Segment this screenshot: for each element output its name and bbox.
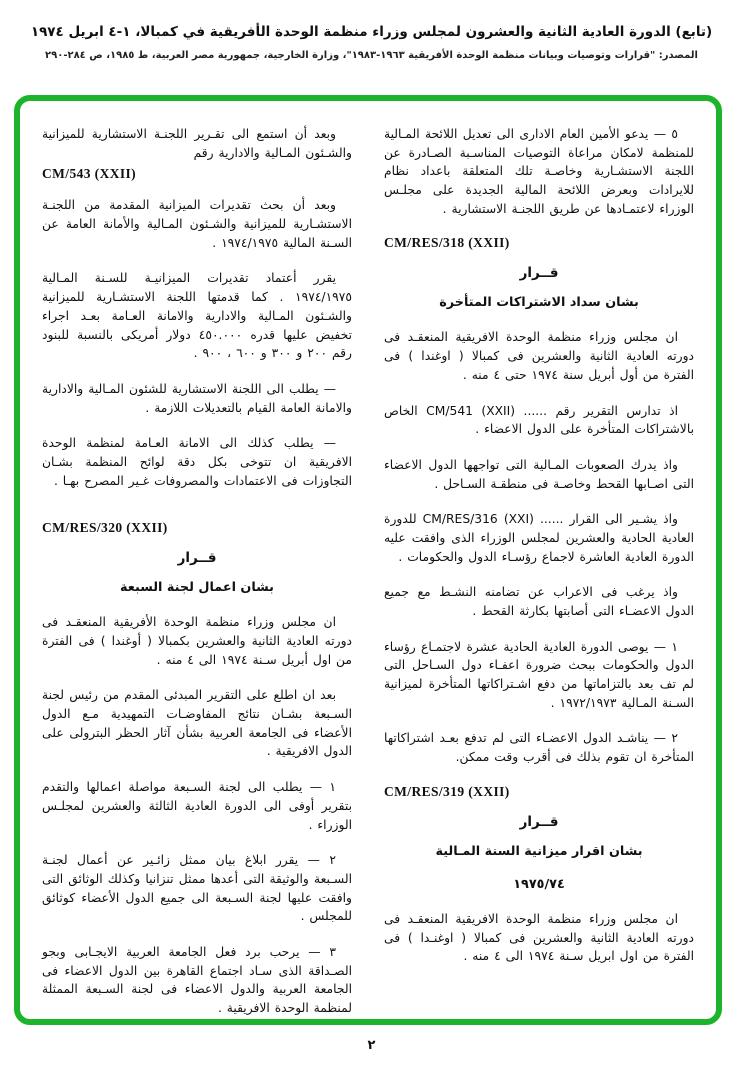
decision-subject: بشان سداد الاشتراكات المتأخرة	[439, 295, 639, 311]
paragraph: واذ يرغب فى الاعراب عن تضامنه النشـط مع جميع الدول الاعضـاء التى أصابتها بكارثة القحط .	[384, 585, 694, 618]
paragraph: وبعد أن بحث تقديرات الميزانية المقدمة من اللجنـة الاستشـارية للميزانية والشـئون المـالية والأمانة العامة عن السـنة المالية ١٩٧٤/١٩٧٥ .	[42, 198, 352, 250]
resolution-code: CM/RES/320 (XXII)	[42, 520, 168, 536]
paragraph: — يطلب الى اللجنة الاستشارية للشئون المـالية والادارية والامانة العامة القيام بالتعديلات اللازمة .	[42, 381, 352, 415]
decision-subject: بشان اعمال لجنة السبعة	[120, 580, 274, 596]
paragraph: ان مجلس وزراء منظمة الوحدة الأفريقية المنعقـد فى دورته العادية الثانية والعشرين بكمبالا ( أوغندا ) فى الفترة من اول أبريل سـنة ١٩٧٤ الى ٤ منه .	[42, 615, 352, 667]
decision-heading: قــرار	[519, 813, 559, 830]
two-column-layout	[42, 125, 694, 1019]
paragraph: ١ — يوصى الدورة العادية الحادية عشرة لاجتمـاع رؤساء الدول والحكومات ببحث ضرورة اعفـاء دول السـاحل التى لم تف بعد بالتزاماتها من دفع اشـتراكاتها المتأخرة لميزانية السـنة المـالية ١٩٧٢/١٩٧٣ .	[384, 639, 694, 710]
paragraph: ٢ — يقرر ابلاغ بيان ممثل زائـير عن أعمال لجنـة السـبعة والوثيقة التى أعدها ممثل تنزانيا وكذلك الوثائق التى وافقت عليها لجنة السـبعة الى جميع الدول الأعضاء كوثائق للمجلس .	[42, 853, 352, 924]
paragraph: ١ — يطلب الى لجنة السـبعة مواصلة اعمالها والتقدم بتقرير أوفى الى الدورة العادية الثالثة والعشرين لمجلـس الوزراء .	[42, 780, 352, 832]
column-left	[42, 125, 352, 1019]
paragraph: ٣ — يرحب برد فعل الجامعة العربية الايجـابى وبجو الصـداقة الذى سـاد اجتماع القاهرة بين الدول الاعضاء فى الجامعة العربية والدول الاعضاء فى لجنة السـبعة الممثلة لمنظمة الوحدة الافريقية .	[42, 944, 352, 1015]
decision-subject: بشان اقرار ميزانية السنة المـالية	[435, 843, 643, 859]
paragraph: ان مجلس وزراء منظمة الوحدة الافريقية المنعقـد فى دورته العادية الثانية والعشرين فى كمبالا ( اوغنـدا ) فى الفترة من اول ابريل سـنة ١٩٧٤ الى ٤ منه .	[384, 911, 694, 964]
paragraph: — يطلب كذلك الى الامانة العـامة لمنظمة الوحدة الافريقية ان تتوخى بكل دقة لوائح المنظمة بشـان التجاوزات فى الاعتمادات والمصروفات غـير المصرح بهـا .	[42, 436, 352, 488]
paragraph: بعد ان اطلع على التقرير المبدئى المقدم من رئيس لجنة السـبعة بشـان نتائج المفاوضـات التمهيدية مـع الدول الأعضاء فى الجامعة العربية بشأن آثار الحظر البترولى على الدول الافريقية .	[42, 688, 352, 759]
document-frame	[14, 95, 722, 1025]
paragraph: واذ يشـير الى القرار ...... ‎CM/RES/316 (XXI)‎ للدورة العادية الحادية والعشرين لمجلس الوزراء الذى وافقت عليه الدورة العادية العاشرة لاجماع رؤسـاء الدول والحكومات .	[384, 512, 694, 564]
resolution-code: CM/RES/318 (XXII)	[384, 235, 510, 251]
paragraph: ٢ — يناشـد الدول الاعضـاء التى لم تدفع بعـد اشتراكاتها المتأخرة ان تقوم بذلك فى أقرب وقت ممكن.	[384, 731, 694, 765]
page-header	[0, 24, 743, 61]
paragraph: يقرر أعتماد تقديرات الميزانيـة للسـنة المـالية ١٩٧٤/١٩٧٥ . كما قدمتها اللجنة الاستشـارية للميزانية والشـئون المـالية والادارية والامانة العـامة بعـد اجراء تخفيض عليها قدره ٤٥٠.٠٠٠ دولار أمريكى بالنسبة للبنود رقم ٢٠٠ و ٣٠٠ و ٦٠٠ ، ٩٠٠ .	[42, 271, 352, 361]
fiscal-year-label: ١٩٧٥/٧٤	[513, 876, 565, 892]
header-source-line: المصدر: "قرارات وتوصيات وبيانات منظمة الوحدة الأفريقية ١٩٦٣-١٩٨٣"، وزارة الخارجية، جمهورية مصر العربية، ط ١٩٨٥، ص ٢٨٤-٢٩٠	[45, 50, 698, 61]
column-right	[384, 125, 694, 1019]
page-number: ٢	[367, 1038, 376, 1053]
paragraph: اذ تدارس التقرير رقم ...... ‎CM/541 (XXII)‎ الخاص بالاشتراكات المتأخرة على الدول الاعضاء .	[384, 403, 694, 437]
resolution-code: CM/RES/319 (XXII)	[384, 783, 510, 799]
resolution-code: CM/543 (XXII)	[42, 166, 137, 182]
decision-heading: قــرار	[177, 550, 217, 567]
paragraph: واذ يدرك الصعوبات المـالية التى تواجهها الدول الاعضاء التى اصـابها القحط وخاصـة فى منطقـة السـاحل .	[384, 457, 694, 491]
paragraph: ان مجلس وزراء منظمة الوحدة الافريقية المنعقـد فى دورته العادية الثانية والعشرين فى كمبالا ( اوغندا ) فى الفترة من أول أبريل سنة ١٩٧٤ حتى ٤ منه .	[384, 330, 694, 382]
paragraph: وبعد أن استمع الى تقـرير اللجنـة الاستشارية للميزانية والشـئون المـالية والادارية رقم	[42, 127, 352, 160]
paragraph: ٥ — يدعو الأمين العام الادارى الى تعديل اللائحة المـالية للمنظمة لامكان مراعاة التوصيات المناسـبة الصـادرة عن اللجنة الاستشـارية وخاصـة تلك المتعلقة باعداد نظام للايرادات وبعرض اللائحة المالية الجديدة على مجلـس الوزراء لاعتمـادها عن طريق اللجنـة الاستشارية .	[384, 127, 694, 216]
decision-heading: قــرار	[519, 265, 559, 282]
header-session-line: (تابع) الدورة العادية الثانية والعشرون لمجلس وزراء منظمة الوحدة الأفريقية في كمبالا، ١-٤ ابريل ١٩٧٤	[30, 24, 713, 40]
